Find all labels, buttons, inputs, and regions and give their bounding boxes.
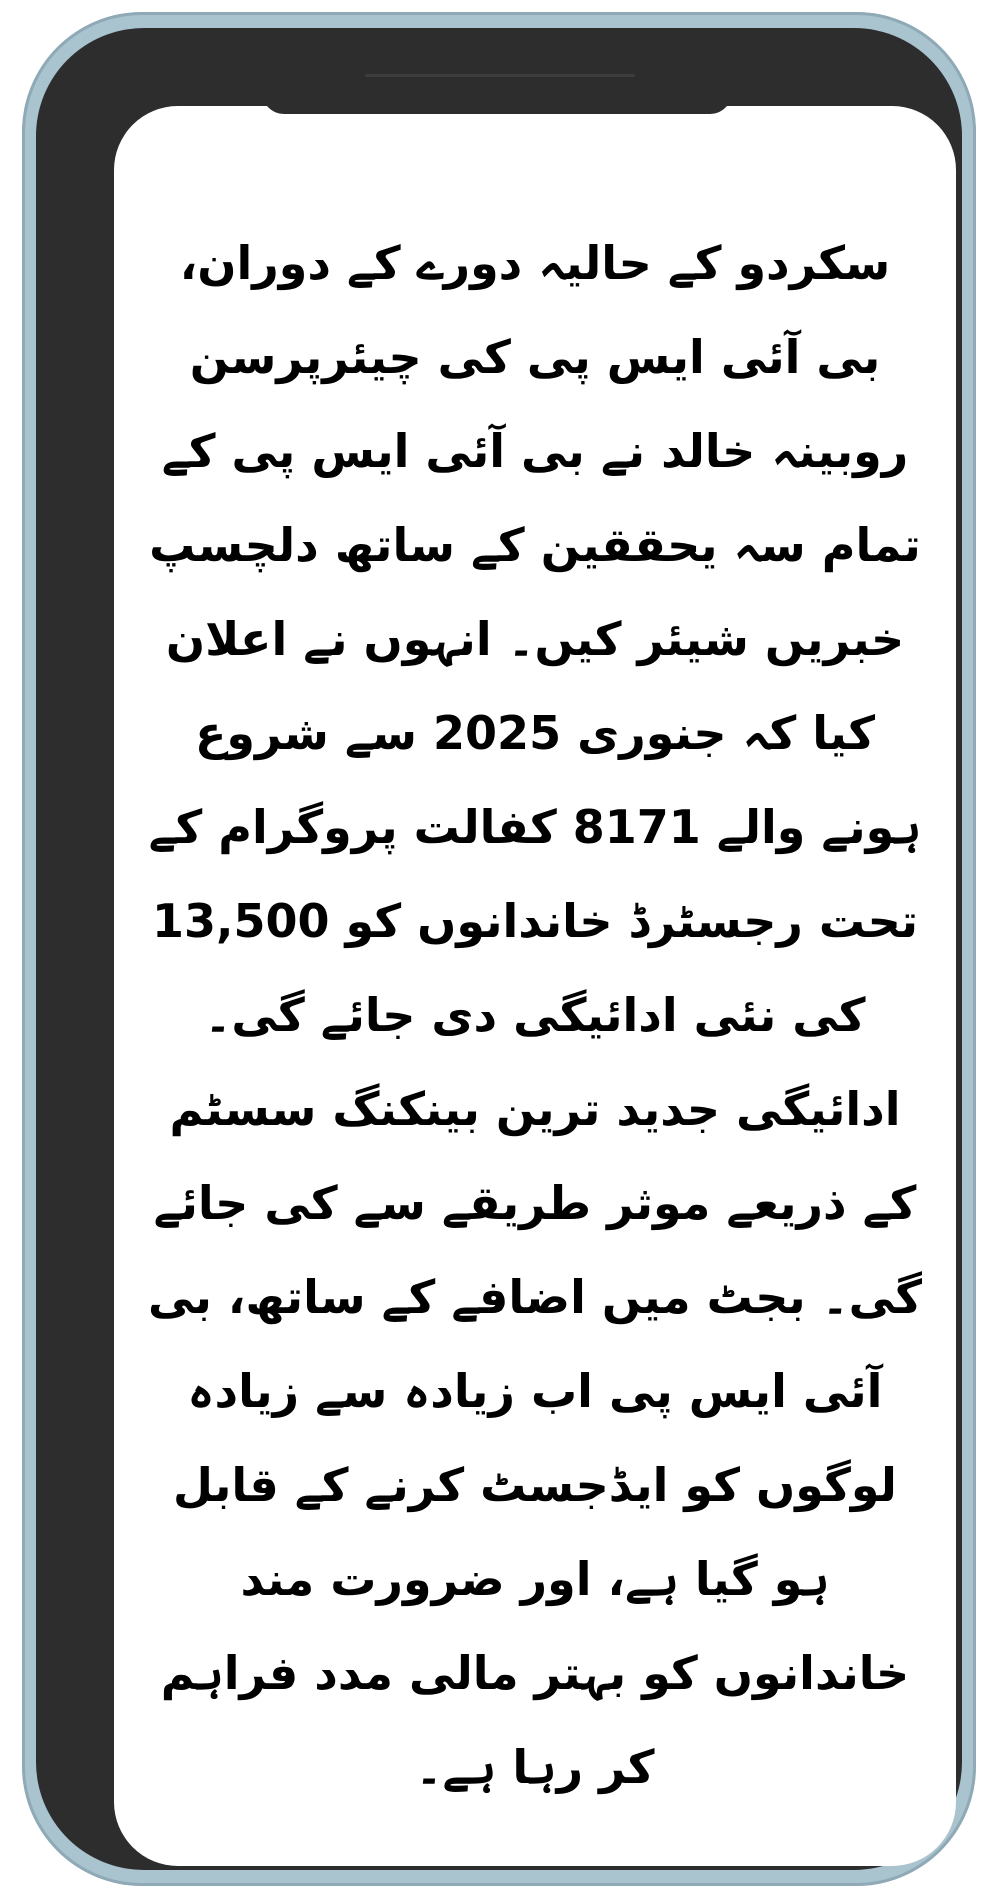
article-text: سکردو کے حالیہ دورے کے دوران، بی آئی ایس پی کی چیئرپرسن روبینہ خالد نے بی آئی ایس پی کے تمام سہ یحققین کے ساتھ دلچسپ خبریں شیئر کیں۔ انہوں نے اعلان کیا کہ جنوری 2025 سے شروع ہونے والے 8171 کفالت پروگرام کے تحت رجسٹرڈ خاندانوں کو 13,500 کی نئی ادائیگی دی جائے گی۔ ادائیگی جدید ترین بینکنگ سسٹم کے ذریعے موثر طریقے سے کی جائے گی۔ بجٹ میں اضافے کے ساتھ، بی آئی ایس پی اب زیادہ سے زیادہ لوگوں کو ایڈجسٹ کرنے کے قابل ہو گیا ہے، اور ضرورت مند خاندانوں کو بہتر مالی مدد فراہم کر رہا ہے۔ (148, 236, 922, 1794)
speaker-grille (365, 74, 635, 77)
camera-notch (262, 50, 732, 114)
phone-screen (114, 106, 956, 1866)
phone-bezel (36, 28, 962, 1870)
